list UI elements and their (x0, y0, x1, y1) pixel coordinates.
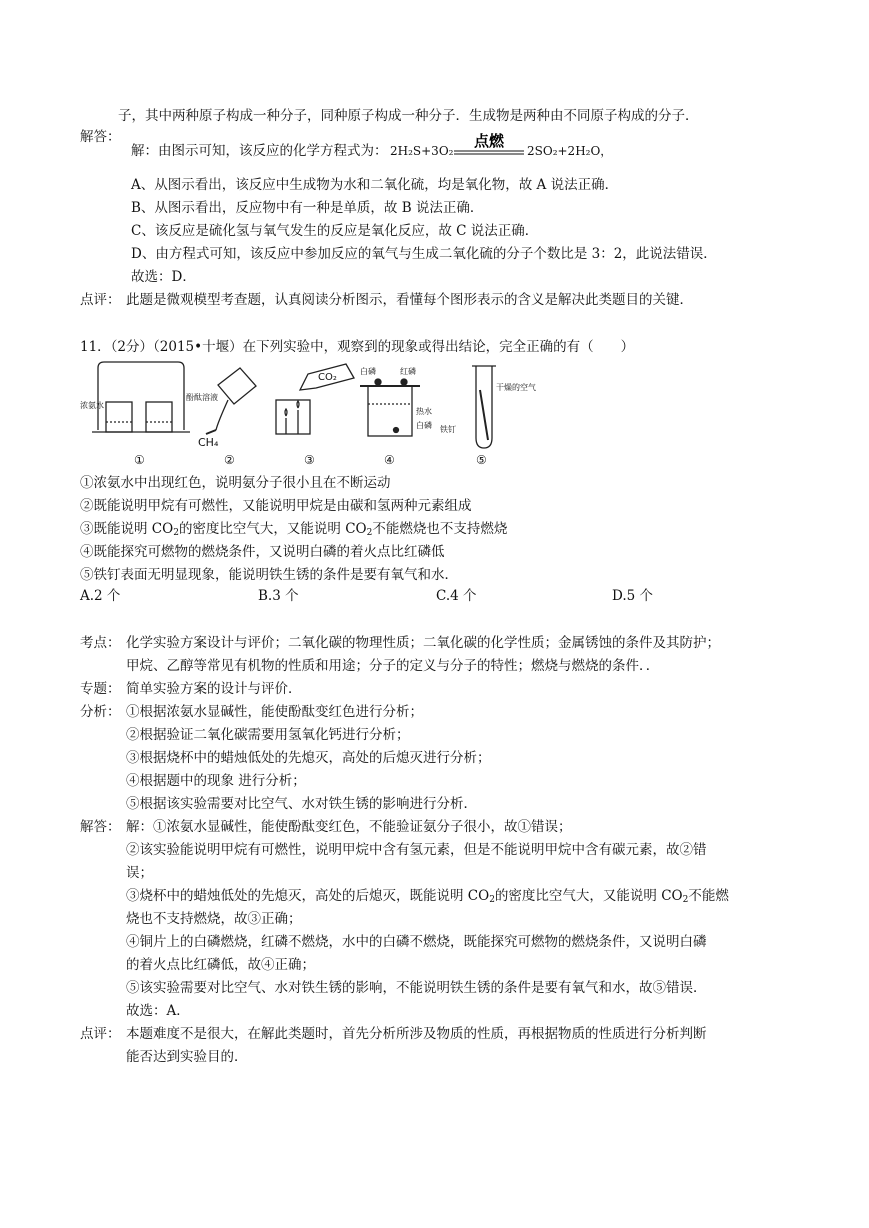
analysis-1: ①根据浓氨水显碱性，能使酚酞变红色进行分析； (126, 704, 423, 720)
review-line-2: 能否达到实验目的． (126, 1049, 248, 1065)
experiment-figures (78, 360, 538, 470)
figure-number-3: ③ (304, 453, 315, 467)
test-tube (476, 366, 492, 448)
option-c[interactable]: C.4 个 (436, 588, 477, 604)
comment-label: 点评： (80, 292, 121, 308)
solution-4: ④铜片上的白磷燃烧，红磷不燃烧，水中的白磷不燃烧，既能探究可燃物的燃烧条件，又说明白磷 (126, 934, 707, 950)
label-iron-nail: 铁钉 (440, 425, 456, 434)
answer-choice: 故选：D． (131, 269, 196, 285)
topic-label: 专题： (80, 681, 121, 697)
label-dry-air: 干燥的空气 (496, 383, 536, 392)
reaction-arrow (452, 132, 526, 160)
solution-1: 解：①浓氨水显碱性，能使酚酞变红色，不能验证氨分子很小，故①错误； (126, 819, 572, 835)
comment-text: 此题是微观模型考查题，认真阅读分析图示，看懂每个图形表示的含义是解决此类题目的关键． (126, 292, 693, 308)
label-ammonia: 浓氨水 (80, 401, 104, 410)
label-phenolphthalein: 酚酞溶液 (186, 393, 218, 402)
analysis-2: ②根据验证二氧化碳需要用氢氧化钙进行分析； (126, 727, 410, 743)
label-hot-water: 热水 (416, 407, 432, 416)
solution-4b: 的着火点比红磷低，故④正确； (126, 957, 315, 973)
equation-left: 2H₂S+3O₂ (390, 144, 454, 158)
option-a-explanation: A、从图示看出，该反应中生成物为水和二氧化硫，均是氧化物，故 A 说法正确． (131, 177, 619, 193)
label-red-phosphorus: 红磷 (400, 367, 416, 376)
hot-water-beaker (368, 386, 412, 436)
phenolphthalein-beaker (146, 402, 172, 432)
label-white-phosphorus-2: 白磷 (416, 421, 432, 430)
option-b-explanation: B、从图示看出，反应物中有一种是单质，故 B 说法正确． (131, 200, 484, 216)
knowledge-label: 考点： (80, 635, 121, 651)
candle-beaker (276, 400, 310, 434)
solution-5: ⑤该实验需要对比空气、水对铁生锈的影响，不能说明铁生锈的条件是要有氧气和水，故⑤错误． (126, 980, 707, 996)
option-b[interactable]: B.3 个 (258, 588, 299, 604)
statement-3: ③既能说明 $CO_2$的密度比空气大，又能说明 $CO_2$不能燃烧也不支持燃烧 (80, 521, 508, 538)
option-a[interactable]: A.2 个 (80, 588, 121, 604)
solution-3b: 烧也不支持燃烧，故③正确； (126, 911, 302, 927)
figure-number-1: ① (134, 453, 145, 467)
solution-choice: 故选：A． (126, 1003, 190, 1019)
statement-5: ⑤铁钉表面无明显现象，能说明铁生锈的条件是要有氧气和水． (80, 567, 458, 583)
inverted-beaker (218, 368, 256, 404)
review-line-1: 本题难度不是很大，在解此类题时，首先分析所涉及物质的性质，再根据物质的性质进行分析判断 (126, 1026, 707, 1042)
statement-1: ①浓氨水中出现红色，说明氨分子很小且在不断运动 (80, 475, 391, 491)
solution-label: 解答： (80, 819, 121, 835)
figure-number-5: ⑤ (476, 453, 487, 467)
knowledge-line-1: 化学实验方案设计与评价；二氧化碳的物理性质；二氧化碳的化学性质；金属锈蚀的条件及其防护； (126, 635, 720, 651)
equation-prefix: 解：由图示可知，该反应的化学方程式为： (131, 143, 388, 159)
review-label: 点评： (80, 1026, 121, 1042)
label-ch4: CH₄ (198, 436, 219, 449)
label-co2: CO₂ (318, 372, 337, 383)
option-c-explanation: C、该反应是硫化氢与氧气发生的反应是氧化反应，故 C 说法正确． (131, 223, 539, 239)
topic-text: 简单实验方案的设计与评价． (126, 681, 302, 697)
analysis-4: ④根据题中的现象 进行分析； (126, 773, 306, 789)
label-white-phosphorus: 白磷 (360, 367, 376, 376)
question-11-stem: 11．（2分）（2015•十堰）在下列实验中，观察到的现象或得出结论，完全正确的有（ ） (80, 339, 635, 355)
analysis-label: 分析： (80, 704, 121, 720)
solution-2b: 误； (126, 865, 153, 881)
statement-4: ④既能探究可燃物的燃烧条件，又说明白磷的着火点比红磷低 (80, 544, 445, 560)
reaction-condition: 点燃 (473, 132, 505, 150)
option-d[interactable]: D.5 个 (612, 588, 654, 604)
statement-2: ②既能说明甲烷有可燃性，又能说明甲烷是由碳和氢两种元素组成 (80, 498, 472, 514)
analysis-continuation: 子，其中两种原子构成一种分子，同种原子构成一种分子．生成物是两种由不同原子构成的分子． (118, 108, 699, 124)
iron-nail (480, 390, 488, 440)
solution-2: ②该实验能说明甲烷有可燃性，说明甲烷中含有氢元素，但是不能说明甲烷中含有碳元素，故②错 (126, 842, 707, 858)
bell-jar (98, 362, 184, 430)
option-d-explanation: D、由方程式可知，该反应中参加反应的氧气与生成二氧化硫的分子个数比是 3：2，此说法错误． (131, 246, 717, 262)
knowledge-line-2: 甲烷、乙醇等常见有机物的性质和用途；分子的定义与分子的特性；燃烧与燃烧的条件．． (126, 658, 660, 674)
ammonia-beaker (106, 402, 132, 432)
analysis-5: ⑤根据该实验需要对比空气、水对铁生锈的影响进行分析． (126, 796, 477, 812)
equation-right: 2SO₂+2H₂O， (527, 144, 613, 158)
answer-label: 解答： (80, 129, 121, 145)
analysis-3: ③根据烧杯中的蜡烛低处的先熄灭，高处的后熄灭进行分析； (126, 750, 491, 766)
solution-3: ③烧杯中的蜡烛低处的先熄灭，高处的后熄灭，既能说明 $CO_2$的密度比空气大，又能说明 $CO_2$不能燃 (126, 888, 729, 905)
figure-number-2: ② (224, 453, 235, 467)
figure-number-4: ④ (384, 453, 395, 467)
